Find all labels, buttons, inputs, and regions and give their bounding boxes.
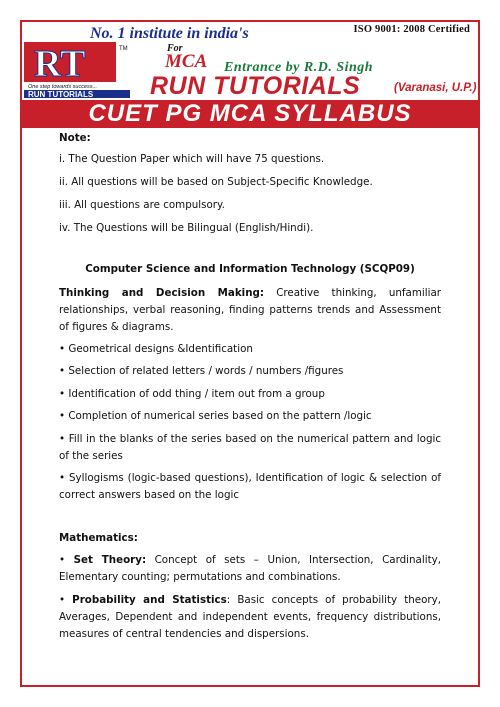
brand-location: (Varanasi, U.P.)	[394, 82, 477, 94]
brand-name: RUN TUTORIALS	[150, 72, 361, 100]
run-tutorials-logo	[24, 36, 144, 98]
thinking-text: Creative thinking, unfamiliar relationships, verbal reasoning, finding patterns trends and Assessment of figures & diagrams.	[59, 287, 441, 333]
svg-text:RUN TUTORIALS: RUN TUTORIALS	[28, 90, 94, 98]
mca-label: MCA	[165, 51, 208, 72]
probability-label: Probability and Statistics	[72, 594, 227, 606]
set-theory-label: Set Theory:	[73, 554, 147, 566]
note-heading: Note:	[59, 132, 91, 144]
list-item: • Completion of numerical series based on the pattern /logic	[59, 410, 372, 422]
set-theory-paragraph	[59, 552, 441, 586]
title-banner	[22, 100, 478, 128]
probability-text: : Basic concepts of probability theory, Averages, Dependent and independent events, frequency distributions, measures of central tendencies and dispersions.	[59, 594, 441, 640]
svg-text:One step towards success...: One step towards success...	[28, 84, 98, 90]
thinking-paragraph	[59, 285, 441, 336]
svg-text:TM: TM	[119, 46, 128, 52]
note-item: iii. All questions are compulsory.	[59, 199, 225, 211]
for-label: For	[167, 43, 183, 54]
page-title: CUET PG MCA SYLLABUS	[88, 100, 412, 127]
bullet: •	[59, 554, 74, 566]
note-item: i. The Question Paper which will have 75 questions.	[59, 153, 325, 165]
note-item: ii. All questions will be based on Subject-Specific Knowledge.	[59, 176, 373, 188]
list-item: • Selection of related letters / words / numbers /figures	[59, 365, 344, 377]
probability-paragraph	[59, 592, 441, 643]
tagline: No. 1 institute in india's	[90, 25, 249, 42]
list-item: • Syllogisms (logic-based questions), Identification of logic & selection of correct answers based on the logic	[59, 472, 441, 501]
section-title: Computer Science and Information Technology (SCQP09)	[85, 263, 415, 275]
bullet: •	[59, 594, 73, 606]
header	[22, 22, 478, 100]
list-item: • Identification of odd thing / item out from a group	[59, 388, 325, 400]
set-theory-text: Concept of sets – Union, Intersection, Cardinality, Elementary counting; permutations and combinations.	[59, 554, 441, 583]
entrance-label: Entrance by R.D. Singh	[224, 60, 374, 75]
note-item: iv. The Questions will be Bilingual (English/Hindi).	[59, 222, 314, 234]
thinking-heading: Thinking and Decision Making:	[59, 287, 265, 299]
svg-text:RT: RT	[34, 43, 86, 85]
mathematics-heading: Mathematics:	[59, 532, 138, 544]
list-item: • Fill in the blanks of the series based on the numerical pattern and logic of the series	[59, 433, 441, 462]
iso-certification: ISO 9001: 2008 Certified	[353, 24, 470, 35]
list-item: • Geometrical designs &Identification	[59, 343, 253, 355]
